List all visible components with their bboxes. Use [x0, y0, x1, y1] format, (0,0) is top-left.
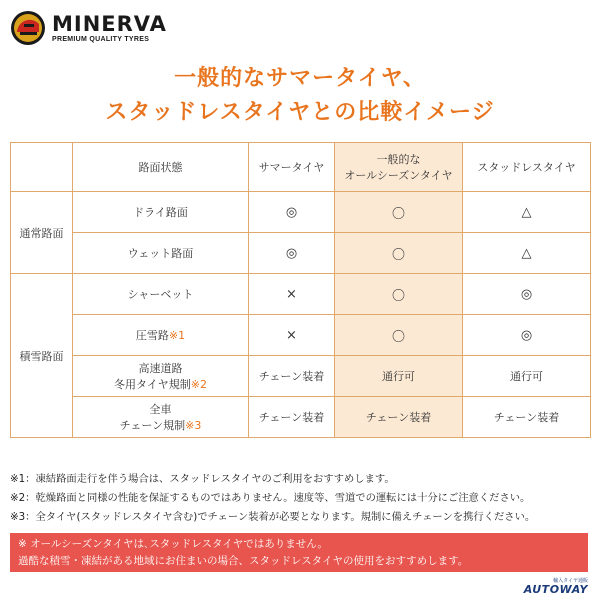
- cell-studless: ◎: [463, 315, 591, 356]
- warning-box: [10, 533, 588, 572]
- table-row: [11, 397, 591, 438]
- table-row: [11, 192, 591, 233]
- note-ref: ※2: [190, 378, 207, 391]
- row-label: ドライ路面: [73, 192, 249, 233]
- warning-line2: 過酷な積雪・凍結がある地域にお住まいの場合、スタッドレスタイヤの使用をおすすめします。: [18, 555, 469, 567]
- cell-allseason: 〇: [335, 315, 463, 356]
- footnote: ※3：全タイヤ(スタッドレスタイヤ含む)でチェーン装着が必要となります。規制に備えチェーンを携行ください。: [10, 511, 536, 523]
- header-summer: サマータイヤ: [249, 143, 335, 192]
- table-header-row: [11, 143, 591, 192]
- row-label: ウェット路面: [73, 233, 249, 274]
- page-title-line1: 一般的なサマータイヤ、: [174, 66, 426, 91]
- cell-studless: ◎: [463, 274, 591, 315]
- table-row: [11, 233, 591, 274]
- warning-line1: ※ オールシーズンタイヤは､スタッドレスタイヤではありません。: [18, 538, 328, 550]
- cell-summer: ◎: [249, 233, 335, 274]
- table-row: [11, 274, 591, 315]
- brand-logo: [10, 10, 167, 46]
- note-ref: ※1: [168, 329, 186, 342]
- cell-allseason: チェーン装着: [335, 397, 463, 438]
- cell-allseason: 通行可: [335, 356, 463, 397]
- row-label: 圧雪路※1: [73, 315, 249, 356]
- row-label: 高速道路 冬用タイヤ規制※2: [73, 356, 249, 397]
- cell-summer: ◎: [249, 192, 335, 233]
- table-row: [11, 315, 591, 356]
- page-title-line2: スタッドレスタイヤとの比較イメージ: [105, 100, 495, 125]
- cell-allseason: 〇: [335, 192, 463, 233]
- note-ref: ※3: [185, 419, 202, 432]
- table-row: [11, 356, 591, 397]
- group-normal-road: 通常路面: [11, 192, 73, 274]
- autoway-name: AUTOWAY: [523, 583, 588, 596]
- footnotes: [10, 470, 595, 527]
- autoway-logo: [518, 577, 590, 597]
- header-condition: 路面状態: [73, 143, 249, 192]
- cell-allseason: 〇: [335, 274, 463, 315]
- autoway-sub: 輸入タイヤ通販: [553, 578, 588, 584]
- brand-tagline: PREMIUM QUALITY TYRES: [52, 36, 150, 43]
- cell-studless: チェーン装着: [463, 397, 591, 438]
- cell-summer: ×: [249, 274, 335, 315]
- group-snow-road: 積雪路面: [11, 274, 73, 438]
- cell-summer: チェーン装着: [249, 397, 335, 438]
- cell-summer: ×: [249, 315, 335, 356]
- header-empty: [11, 143, 73, 192]
- cell-studless: △: [463, 233, 591, 274]
- footnote: ※1：凍結路面走行を伴う場合は、スタッドレスタイヤのご利用をおすすめします。: [10, 473, 395, 485]
- cell-summer: チェーン装着: [249, 356, 335, 397]
- helmet-emblem-icon: [10, 10, 46, 46]
- row-label: シャーベット: [73, 274, 249, 315]
- footnote: ※2：乾燥路面と同様の性能を保証するものではありません。速度等、雪道での運転には十分にご注意ください。: [10, 492, 531, 504]
- header-allseason: 一般的な オールシーズンタイヤ: [335, 143, 463, 192]
- comparison-table: [10, 142, 591, 438]
- header-studless: スタッドレスタイヤ: [463, 143, 591, 192]
- brand-name: MINERVA: [52, 12, 167, 36]
- cell-allseason: 〇: [335, 233, 463, 274]
- cell-studless: △: [463, 192, 591, 233]
- row-label: 全車 チェーン規制※3: [73, 397, 249, 438]
- cell-studless: 通行可: [463, 356, 591, 397]
